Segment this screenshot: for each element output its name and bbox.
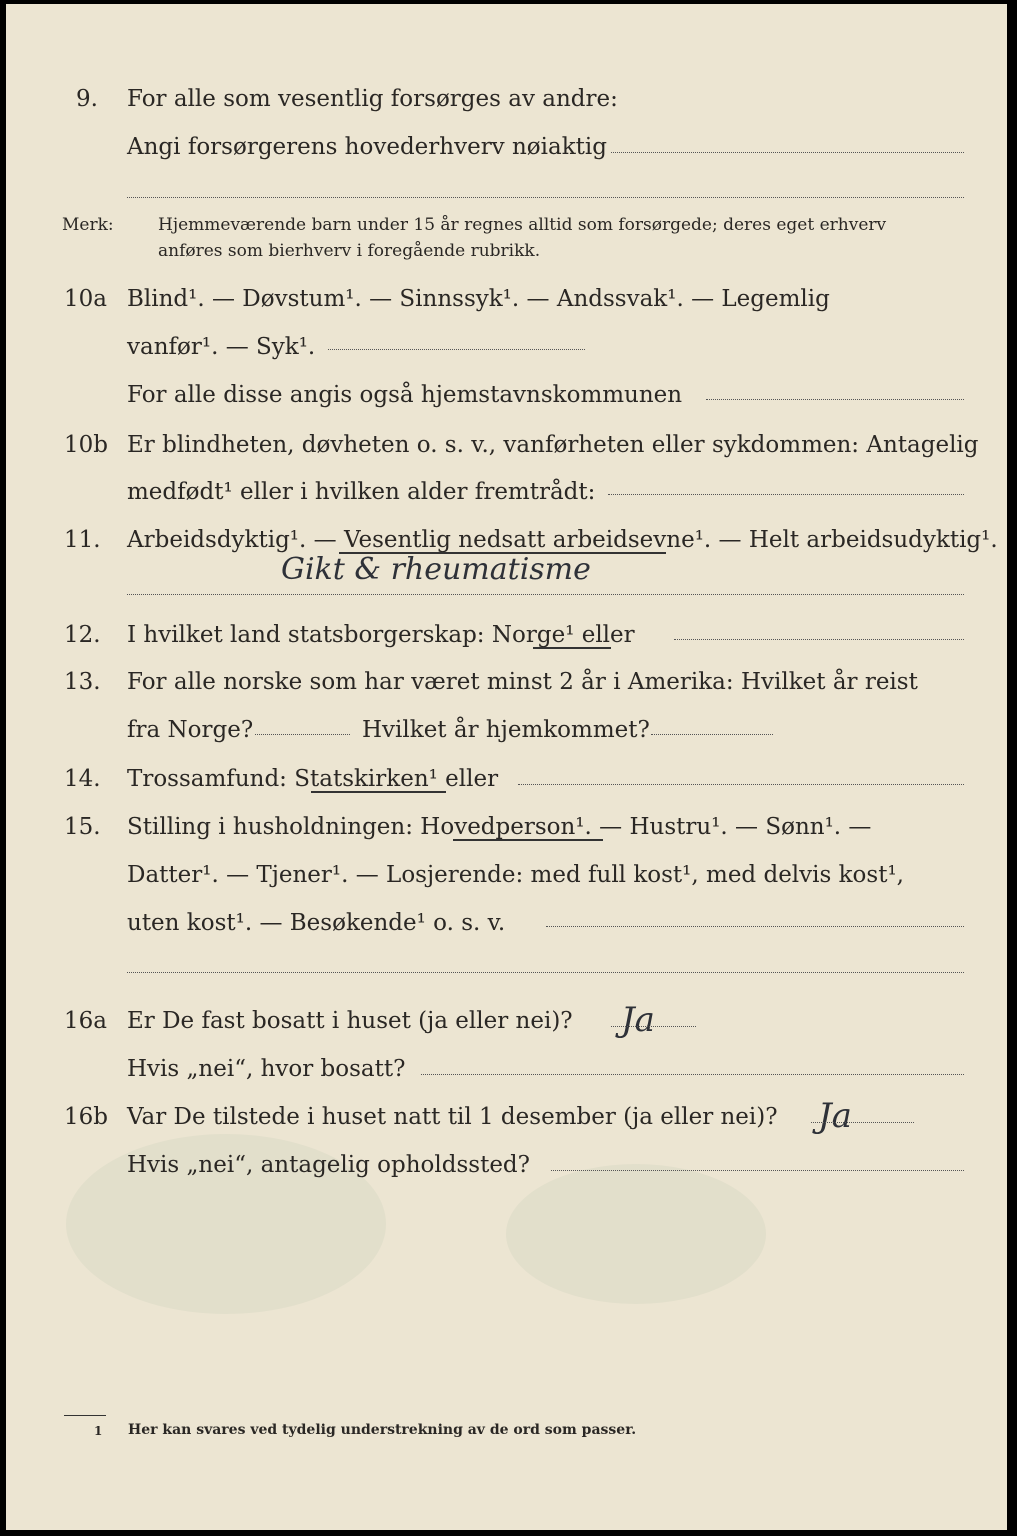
question-10b-line-1: Er blindheten, døvheten o. s. v., vanførheten eller sykdommen: Antagelig xyxy=(127,432,979,458)
underlined-answer: Statskirken xyxy=(294,766,429,792)
answer-line[interactable] xyxy=(611,152,964,153)
question-number: 14. xyxy=(64,766,101,792)
answer-line[interactable] xyxy=(127,972,964,973)
footnote-rule xyxy=(64,1415,106,1416)
answer-line[interactable] xyxy=(255,734,350,735)
question-10a-line-3: For alle disse angis også hjemstavnskommunen xyxy=(127,382,683,408)
question-11-line-1 xyxy=(127,527,998,553)
paper-stain xyxy=(506,1164,766,1304)
question-text: Trossamfund: xyxy=(127,766,295,792)
answer-line[interactable] xyxy=(421,1074,964,1075)
question-16a-line-1: Er De fast bosatt i huset (ja eller nei)? xyxy=(127,1008,573,1034)
question-number: 12. xyxy=(64,622,101,648)
question-number: 10a xyxy=(64,286,107,312)
underlined-answer: Hovedperson xyxy=(420,814,576,840)
answer-underline xyxy=(453,839,603,841)
answer-line[interactable] xyxy=(546,926,964,927)
question-12-text xyxy=(127,622,635,648)
answer-underline xyxy=(533,647,611,649)
answer-line[interactable] xyxy=(127,197,964,198)
question-number: 16a xyxy=(64,1008,107,1034)
handwritten-answer: Ja xyxy=(621,1000,655,1040)
question-15-line-2: Datter¹. — Tjener¹. — Losjerende: med full kost¹, med delvis kost¹, xyxy=(127,862,904,888)
answer-line[interactable] xyxy=(674,639,964,640)
question-number: 16b xyxy=(64,1104,108,1130)
answer-line[interactable] xyxy=(651,734,773,735)
option-text: Arbeidsdyktig¹. — xyxy=(127,527,344,553)
note-label: Merk: xyxy=(62,215,114,235)
question-number: 13. xyxy=(64,669,101,695)
question-9-line-1: For alle som vesentlig forsørges av andre: xyxy=(127,86,618,112)
answer-line[interactable] xyxy=(328,349,585,350)
question-15-line-1 xyxy=(127,814,871,840)
question-13-line-1: For alle norske som har været minst 2 år i Amerika: Hvilket år reist xyxy=(127,669,918,695)
question-10b-line-2: medfødt¹ eller i hvilken alder fremtrådt: xyxy=(127,479,596,505)
footnote-text: Her kan svares ved tydelig understrekning av de ord som passer. xyxy=(128,1422,637,1438)
question-16a-line-2: Hvis „nei“, hvor bosatt? xyxy=(127,1056,406,1082)
question-text: ¹ eller xyxy=(565,622,635,648)
handwritten-answer: Gikt & rheumatisme xyxy=(281,552,591,587)
question-14-text xyxy=(127,766,498,792)
question-text: ¹ eller xyxy=(428,766,499,792)
answer-line[interactable] xyxy=(611,1026,696,1027)
option-text: ¹. — Helt arbeidsudyktig¹. xyxy=(694,527,998,553)
note-line-1: Hjemmeværende barn under 15 år regnes alltid som forsørgede; deres eget erhverv xyxy=(158,215,887,235)
question-13-line-2b: Hvilket år hjemkommet? xyxy=(362,717,650,743)
question-13-line-2a: fra Norge? xyxy=(127,717,254,743)
question-number: 15. xyxy=(64,814,101,840)
question-text: Stilling i husholdningen: xyxy=(127,814,421,840)
answer-line[interactable] xyxy=(551,1170,964,1171)
question-15-line-3: uten kost¹. — Besøkende¹ o. s. v. xyxy=(127,910,506,936)
question-16b-line-1: Var De tilstede i huset natt til 1 desember (ja eller nei)? xyxy=(127,1104,778,1130)
question-10a-line-1: Blind¹. — Døvstum¹. — Sinnssyk¹. — Andssvak¹. — Legemlig xyxy=(127,286,830,312)
answer-line[interactable] xyxy=(706,399,964,400)
question-text: I hvilket land statsborgerskap: xyxy=(127,622,492,648)
question-number: 11. xyxy=(64,527,101,553)
handwritten-answer: Ja xyxy=(818,1096,852,1136)
question-16b-line-2: Hvis „nei“, antagelig opholdssted? xyxy=(127,1152,530,1178)
answer-line[interactable] xyxy=(127,594,964,595)
underlined-answer: Norge xyxy=(491,622,566,648)
answer-line[interactable] xyxy=(811,1122,914,1123)
underlined-answer: Vesentlig nedsatt arbeidsevne xyxy=(343,527,695,553)
question-number: 9. xyxy=(76,86,98,112)
question-10a-line-2: vanfør¹. — Syk¹. xyxy=(127,334,316,360)
answer-underline xyxy=(311,791,446,793)
note-line-2: anføres som bierhverv i foregående rubrikk. xyxy=(158,241,541,261)
question-9-line-2: Angi forsørgerens hovederhverv nøiaktig xyxy=(127,134,607,160)
census-form-page xyxy=(6,4,1007,1530)
question-number: 10b xyxy=(64,432,108,458)
footnote-mark: 1 xyxy=(94,1424,103,1438)
answer-line[interactable] xyxy=(518,784,964,785)
option-text: ¹. — Hustru¹. — Sønn¹. — xyxy=(575,814,872,840)
answer-line[interactable] xyxy=(608,494,964,495)
